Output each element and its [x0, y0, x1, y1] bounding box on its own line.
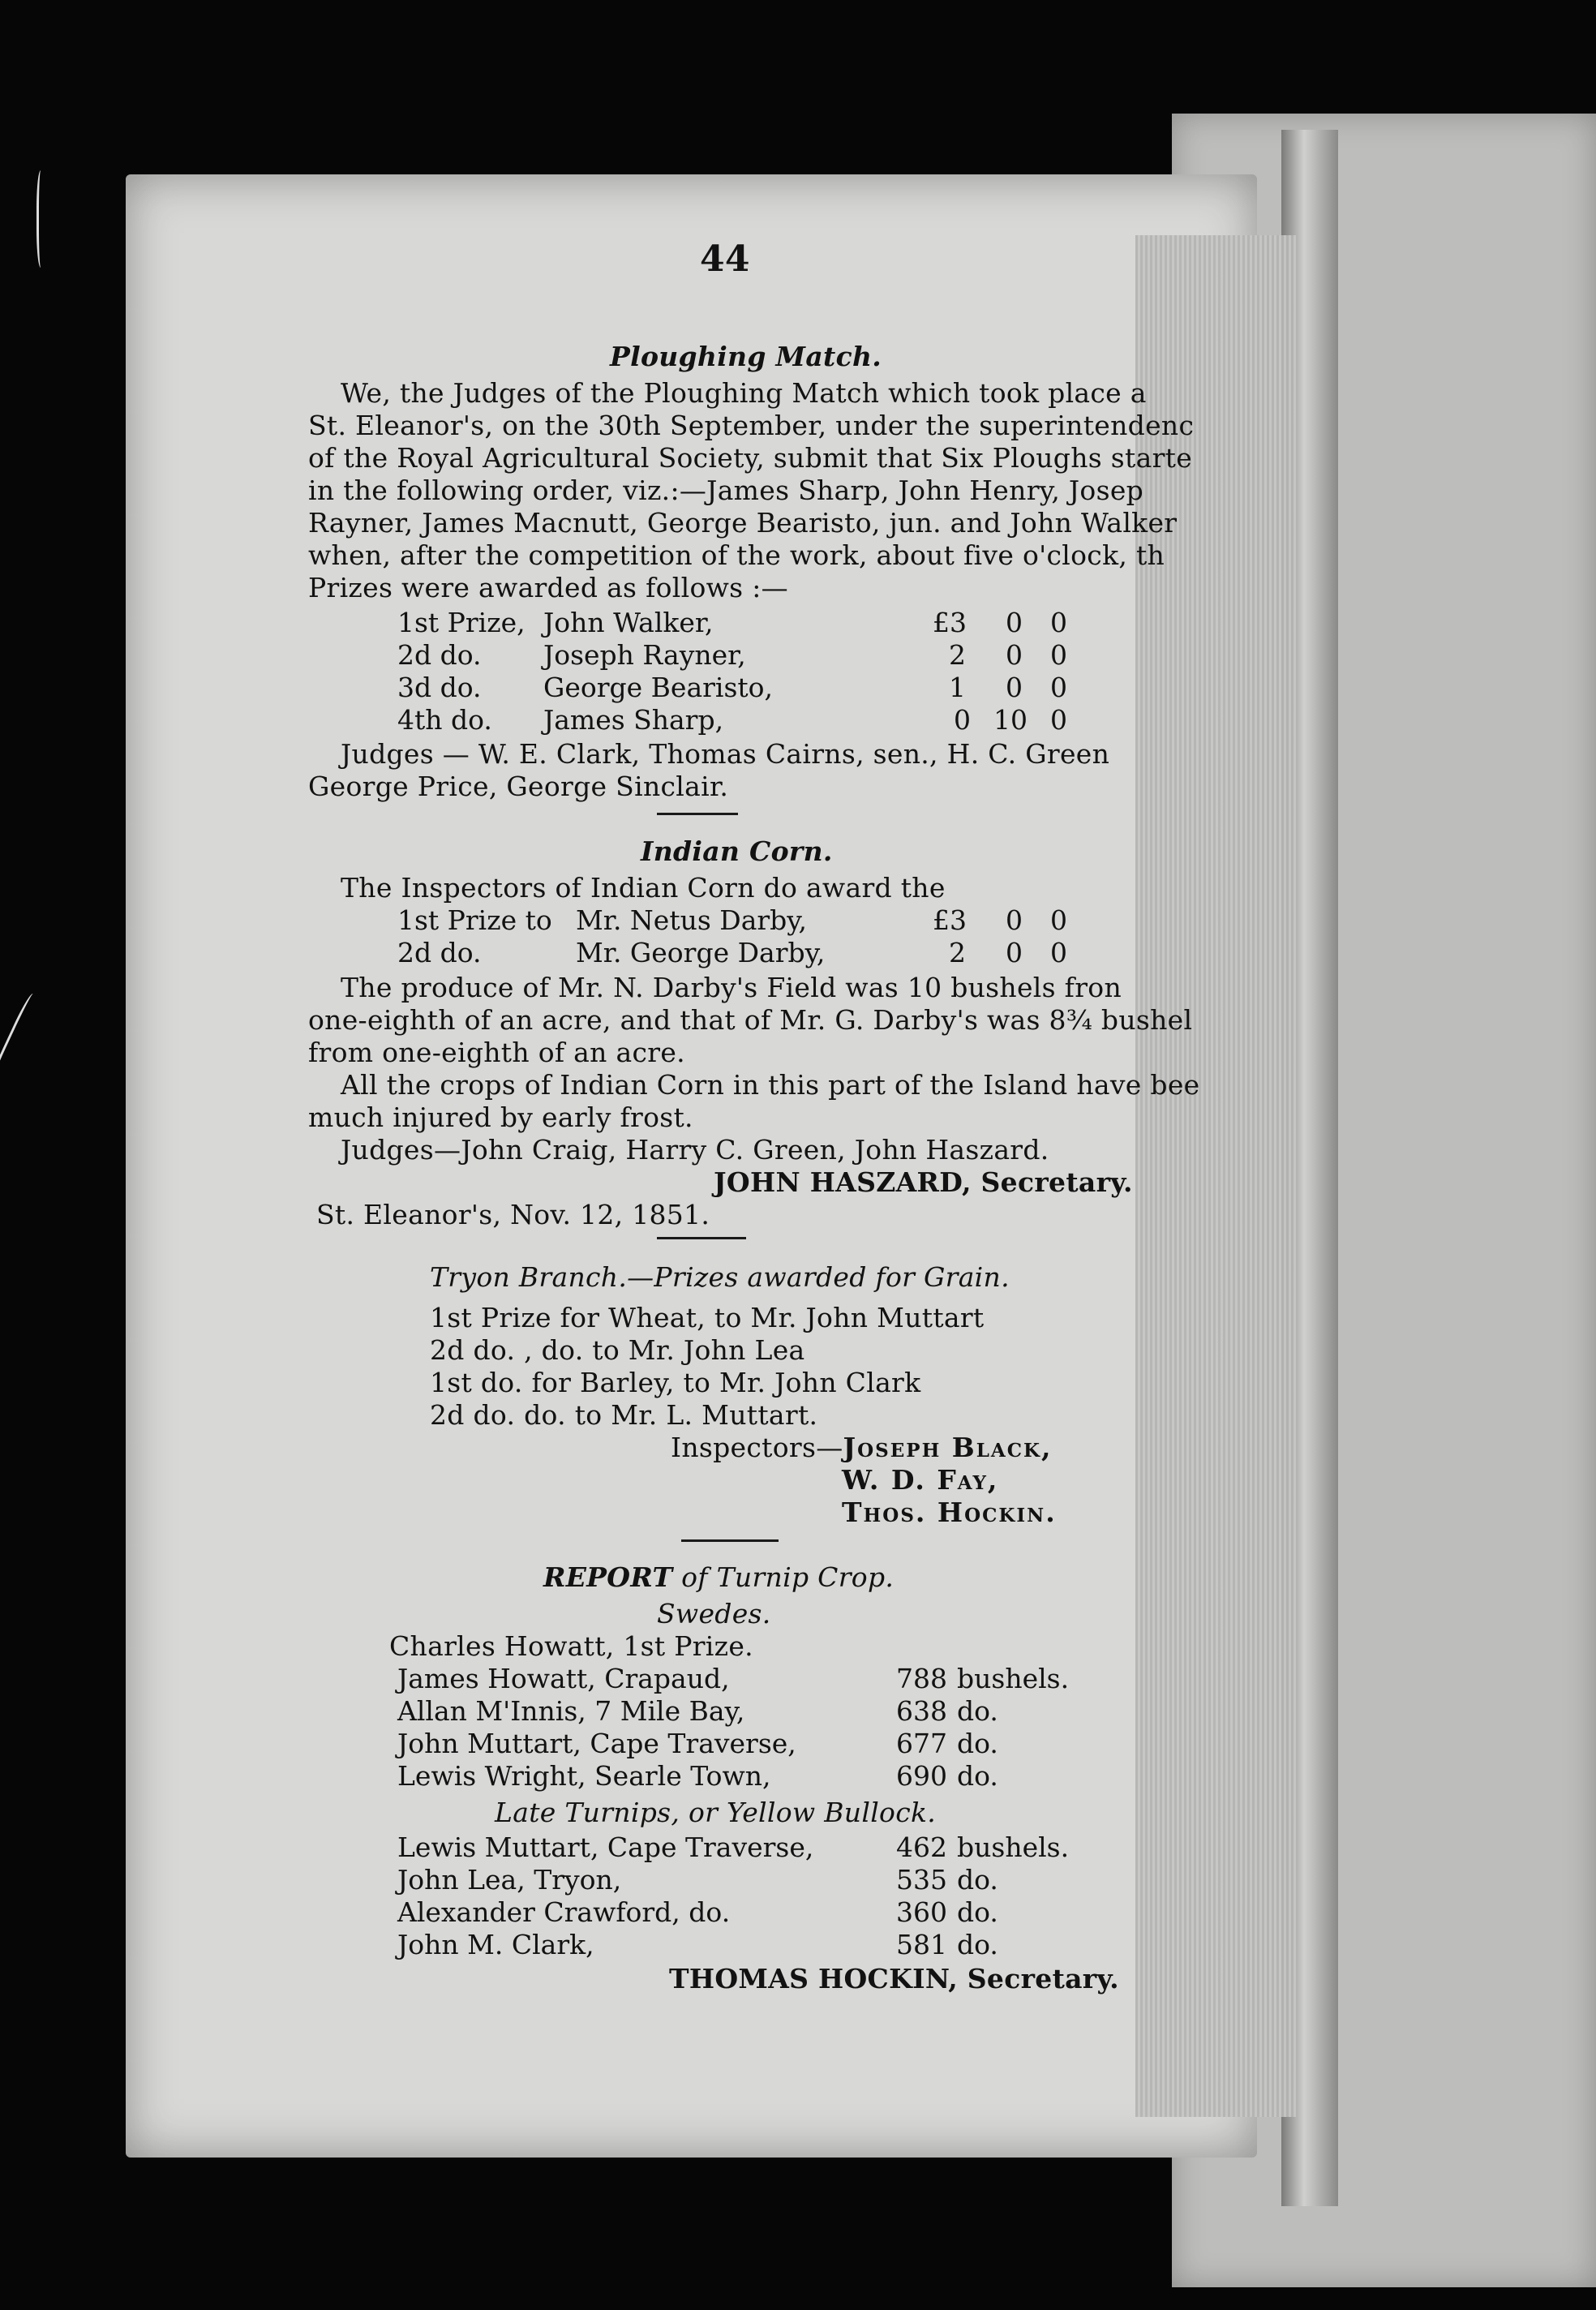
tryon-row: 2d do. do. to Mr. L. Muttart.	[430, 1399, 818, 1431]
corn-line: much injured by early frost.	[308, 1101, 693, 1133]
tryon-inspectors: Inspectors—Joseph Black,	[671, 1432, 1053, 1463]
section-divider	[657, 1237, 746, 1239]
corn-title: Indian Corn.	[641, 835, 833, 867]
tryon-inspector: W. D. Fay,	[842, 1464, 999, 1496]
tryon-title: Tryon Branch.—Prizes awarded for Grain.	[430, 1261, 1010, 1293]
scanned-page: 44 Ploughing Match. We, the Judges of the Ploughing Match which took place a St. Eleanor's, on the 30th September, under the superintendenc of the Royal Agricultural Society, submit that Six Ploughs starte in the following order, viz.:—James Sharp, John Henry, Josep Rayner, James Macnutt, George Bearisto, jun. and John Walker when, after the competition of the work, about five o'clock, th Prizes were awarded as follows :— 1st Prize, John Walker, £3 0 0 2d do. Joseph Rayner, 2 0 0 3d do. George Bearisto, 1 0 0 4th do. James Sharp, 0 10 0 Judges — W. E. Clark, Thomas Cairns, sen., H. C. Green George Price, George Sinclair. Indian Corn. The Inspectors of Indian Corn do award the 1st Prize to Mr. Netus Darby, £3 0 0 2d do. Mr. George Darby, 2 0 0 The produce of Mr. N. Darby's Field was 10 bushels fron one-eighth of an acre, and that of Mr. G. Darby's was 8¾ bushel from one-eighth of an acre. All the crops of Indian Corn in this part of the Island have bee much injured by early frost. Judges—John Craig, Harry C. Green, John Haszard. JOHN HASZARD, Secretary. St. Eleanor's, Nov. 12, 1851. Tryon Branch.—Prizes awarded for Grain. 1st Prize for Wheat, to Mr. John Muttart 2d do. , do. to Mr. John Lea 1st do. for Barley, to Mr. John Clark 2d do. do. to Mr. L. Muttart. Inspectors—Joseph Black, W. D. Fay, Thos. Hockin. REPORT of Turnip Crop. Swedes. Charles Howatt, 1st Prize. James Howatt, Crapaud, 788 bushels. Allan M'Innis, 7 Mile Bay, 638 do. John Muttart, Cape Traverse, 677 do. Lewis Wright, Searle Town, 690 do. Late Turnips, or Yellow Bullock. Lewis Muttart, Cape Traverse, 462 bushels. John Lea, Tryon, 535 do. Alexander Crawford, do. 360 do. John M. Clark, 581 do. THOMAS HOCKIN, Secretary.	[0, 0, 1596, 2310]
ploughing-line: of the Royal Agricultural Society, submit that Six Ploughs starte	[308, 442, 1193, 474]
tryon-inspector: Thos. Hockin.	[842, 1496, 1057, 1528]
corn-line: from one-eighth of an acre.	[308, 1037, 685, 1068]
corn-intro: The Inspectors of Indian Corn do award the	[341, 872, 946, 904]
tryon-row: 1st do. for Barley, to Mr. John Clark	[430, 1367, 921, 1398]
ploughing-line: We, the Judges of the Ploughing Match which took place a	[341, 377, 1147, 409]
corn-line: All the crops of Indian Corn in this part of the Island have bee	[341, 1069, 1200, 1101]
ploughing-line: when, after the competition of the work, about five o'clock, th	[308, 539, 1165, 571]
corn-line: one-eighth of an acre, and that of Mr. G. Darby's was 8¾ bushel	[308, 1004, 1193, 1036]
ploughing-line: in the following order, viz.:—James Sharp, John Henry, Josep	[308, 474, 1144, 506]
turnip-title: REPORT of Turnip Crop.	[543, 1561, 895, 1593]
section-divider	[657, 813, 738, 815]
late-turnips-title: Late Turnips, or Yellow Bullock.	[495, 1797, 937, 1828]
corn-judges: Judges—John Craig, Harry C. Green, John Haszard.	[341, 1134, 1049, 1166]
page-number: 44	[700, 238, 750, 280]
swedes-title: Swedes.	[657, 1598, 771, 1629]
ploughing-line: Prizes were awarded as follows :—	[308, 572, 788, 603]
film-scratch	[0, 992, 39, 1084]
tryon-row: 2d do. , do. to Mr. John Lea	[430, 1334, 805, 1366]
tryon-row: 1st Prize for Wheat, to Mr. John Muttart	[430, 1302, 985, 1333]
ploughing-title: Ploughing Match.	[610, 341, 882, 372]
corn-line: The produce of Mr. N. Darby's Field was 10 bushels fron	[341, 972, 1122, 1003]
corn-date: St. Eleanor's, Nov. 12, 1851.	[316, 1199, 710, 1230]
ploughing-judges: Judges — W. E. Clark, Thomas Cairns, sen., H. C. Green	[341, 738, 1110, 770]
section-divider	[681, 1539, 779, 1542]
ploughing-judges: George Price, George Sinclair.	[308, 771, 729, 802]
swedes-first-prize: Charles Howatt, 1st Prize.	[389, 1630, 753, 1662]
ploughing-line: Rayner, James Macnutt, George Bearisto, jun. and John Walker	[308, 507, 1178, 539]
film-scratch	[36, 170, 47, 268]
corn-secretary: JOHN HASZARD, Secretary.	[714, 1166, 1133, 1198]
ploughing-line: St. Eleanor's, on the 30th September, under the superintendenc	[308, 410, 1195, 441]
turnip-secretary: THOMAS HOCKIN, Secretary.	[669, 1963, 1119, 1994]
